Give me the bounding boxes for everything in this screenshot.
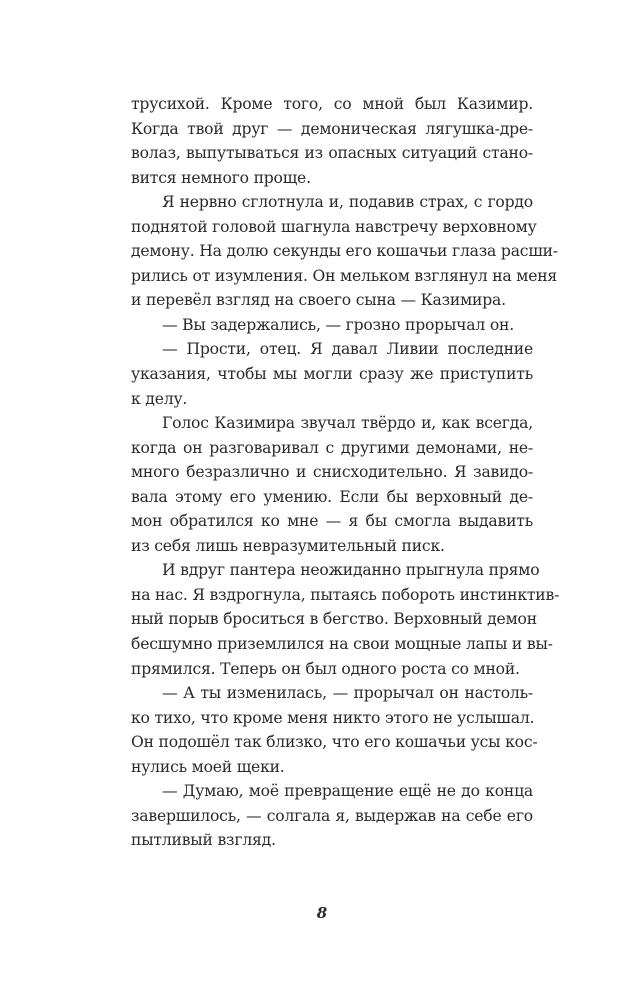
text-line: нулись моей щеки. (131, 757, 285, 776)
text-line: рились от изумления. Он мельком взглянул на меня (131, 266, 558, 285)
text-line: бесшумно приземлился на свои мощные лапы и вы- (131, 635, 553, 654)
text-line: Голос Казимира звучал твёрдо и, как всегда, (162, 414, 533, 433)
text-line: завершилось, — солгала я, выдержав на себе его (131, 806, 533, 825)
text-line: прямился. Теперь он был одного роста со мной. (131, 659, 520, 678)
text-line: когда он разговаривал с другими демонами, не- (131, 438, 533, 457)
text-line: — Вы задержались, — грозно прорычал он. (162, 315, 514, 334)
text-line: поднятой головой шагнула навстречу верховному (131, 217, 537, 236)
book-page-text (131, 92, 560, 853)
text-line: к делу. (131, 389, 188, 408)
text-line: демону. На долю секунды его кошачьи глаза расши- (131, 242, 558, 261)
text-line: трусихой. Кроме того, со мной был Казимир. (131, 95, 533, 113)
text-line: вится немного проще. (131, 168, 311, 187)
text-line: и перевёл взгляд на своего сына — Казимира. (131, 291, 506, 310)
text-line: вала этому его умению. Если бы верховный де- (131, 487, 533, 506)
text-line: Когда твой друг — демоническая лягушка-дре- (131, 119, 533, 138)
text-line: пытливый взгляд. (131, 831, 276, 850)
text-line: на нас. Я вздрогнула, пытаясь побороть инстинктив- (131, 585, 560, 604)
text-line: ный порыв броситься в бегство. Верховный демон (131, 610, 537, 629)
text-line: много безразлично и снисходительно. Я завидо- (131, 463, 533, 482)
text-line: Я нервно сглотнула и, подавив страх, с гордо (162, 193, 533, 212)
text-line: из себя лишь невразумительный писк. (131, 536, 445, 555)
text-line: — Думаю, моё превращение ещё не до конца (162, 782, 533, 801)
text-line: мон обратился ко мне — я бы смогла выдавить (131, 512, 533, 531)
text-line: волаз, выпутываться из опасных ситуаций стано- (131, 144, 533, 163)
page-number: 8 (316, 904, 328, 922)
text-line: И вдруг пантера неожиданно прыгнула прямо (162, 561, 540, 580)
text-line: — Прости, отец. Я давал Ливии последние (162, 340, 533, 359)
text-line: — А ты изменилась, — прорычал он настоль- (162, 684, 533, 703)
text-line: указания, чтобы мы могли сразу же приступить (131, 365, 533, 384)
text-line: ко тихо, что кроме меня никто этого не услышал. (131, 708, 535, 727)
text-line: Он подошёл так близко, что его кошачьи усы кос- (131, 733, 538, 752)
